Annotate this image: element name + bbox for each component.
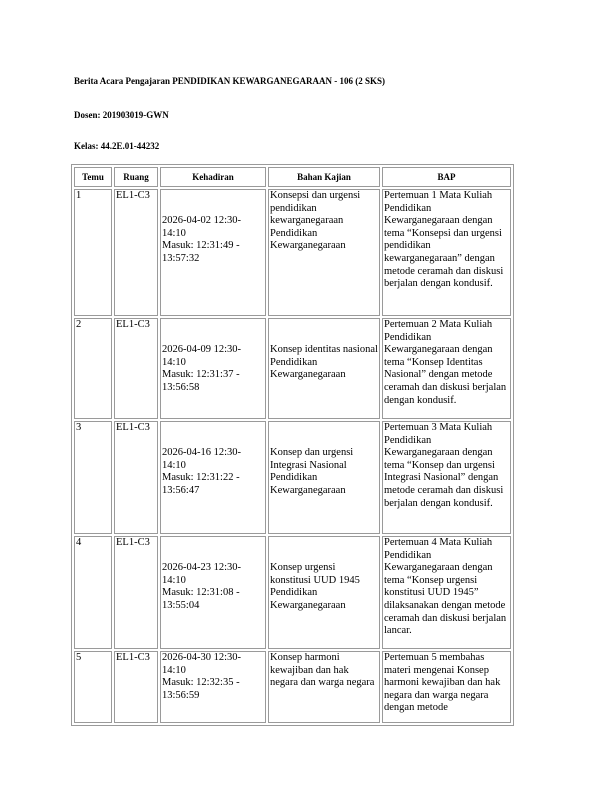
- attendance: [160, 651, 266, 723]
- column-header-bahan-kajian: Bahan Kajian: [268, 167, 380, 187]
- check-in-time: Masuk: 12:32:35 - 13:56:59: [162, 677, 240, 701]
- table-row: [74, 536, 511, 649]
- table-row: [74, 189, 511, 316]
- room: EL1-C3: [114, 651, 158, 723]
- column-header-temu: Temu: [74, 167, 112, 187]
- check-in-time: Masuk: 12:31:22 - 13:56:47: [162, 472, 240, 496]
- study-material: [268, 421, 380, 534]
- bap-description: Pertemuan 1 Mata Kuliah Pendidikan Kewarganegaraan dengan tema “Konsepsi dan urgensi pendidikan kewarganegaraan” dengan metode ceramah dan diskusi berjalan dengan kondusif.: [382, 189, 511, 316]
- study-material: [268, 651, 380, 723]
- bap-description: Pertemuan 5 membahas materi mengenai Konsep harmoni kewajiban dan hak negara dan warga negara dengan metode: [382, 651, 511, 723]
- schedule-time: 2026-04-02 12:30-14:10: [162, 215, 242, 239]
- study-material-text: Konsep identitas nasional Pendidikan Kewarganegaraan: [270, 344, 378, 381]
- class-id: Kelas: 44.2E.01-44232: [74, 141, 160, 151]
- study-material: Konsepsi dan urgensi pendidikan kewarganegaraan Pendidikan Kewarganegaraan: [268, 189, 380, 316]
- room: EL1-C3: [114, 421, 158, 534]
- meeting-number: 1: [74, 189, 112, 316]
- room: EL1-C3: [114, 189, 158, 316]
- bap-description: Pertemuan 3 Mata Kuliah Pendidikan Kewarganegaraan dengan tema “Konsep dan urgensi Integrasi Nasional” dengan metode ceramah dan diskusi berjalan dengan kondusif.: [382, 421, 511, 534]
- report-title: Berita Acara Pengajaran PENDIDIKAN KEWARGANEGARAAN - 106 (2 SKS): [74, 76, 385, 86]
- schedule-time: 2026-04-16 12:30-14:10: [162, 447, 242, 471]
- schedule-time: 2026-04-23 12:30-14:10: [162, 562, 242, 586]
- column-header-ruang: Ruang: [114, 167, 158, 187]
- study-material-text: Konsep urgensi konstitusi UUD 1945 Pendidikan Kewarganegaraan: [270, 562, 360, 611]
- check-in-time: Masuk: 12:31:49 - 13:57:32: [162, 240, 240, 264]
- table-row: [74, 421, 511, 534]
- study-material-text: Konsep harmoni kewajiban dan hak negara dan warga negara: [270, 652, 375, 689]
- attendance: [160, 421, 266, 534]
- room: EL1-C3: [114, 318, 158, 419]
- bap-description: Pertemuan 2 Mata Kuliah Pendidikan Kewarganegaraan dengan tema “Konsep Identitas Nasional” dengan metode ceramah dan diskusi berjalan dengan kondusif.: [382, 318, 511, 419]
- attendance: [160, 536, 266, 649]
- meeting-number: 3: [74, 421, 112, 534]
- schedule-time: 2026-04-09 12:30-14:10: [162, 344, 242, 368]
- attendance: [160, 318, 266, 419]
- table-row: [74, 651, 511, 723]
- study-material: [268, 318, 380, 419]
- study-material: [268, 536, 380, 649]
- check-in-time: Masuk: 12:31:08 - 13:55:04: [162, 587, 240, 611]
- column-header-bap: BAP: [382, 167, 511, 187]
- check-in-time: Masuk: 12:31:37 - 13:56:58: [162, 369, 240, 393]
- column-header-kehadiran: Kehadiran: [160, 167, 266, 187]
- table-header-row: [74, 167, 511, 187]
- meeting-number: 5: [74, 651, 112, 723]
- teaching-report-table: [71, 164, 514, 726]
- room: EL1-C3: [114, 536, 158, 649]
- study-material-text: Konsep dan urgensi Integrasi Nasional Pendidikan Kewarganegaraan: [270, 447, 354, 496]
- schedule-time: 2026-04-30 12:30-14:10: [162, 652, 242, 676]
- attendance: [160, 189, 266, 316]
- table-row: [74, 318, 511, 419]
- bap-description: Pertemuan 4 Mata Kuliah Pendidikan Kewarganegaraan dengan tema “Konsep urgensi konstitusi UUD 1945” dilaksanakan dengan metode ceramah dan diskusi berjalan lancar.: [382, 536, 511, 649]
- lecturer-id: Dosen: 201903019-GWN: [74, 110, 169, 120]
- meeting-number: 2: [74, 318, 112, 419]
- meeting-number: 4: [74, 536, 112, 649]
